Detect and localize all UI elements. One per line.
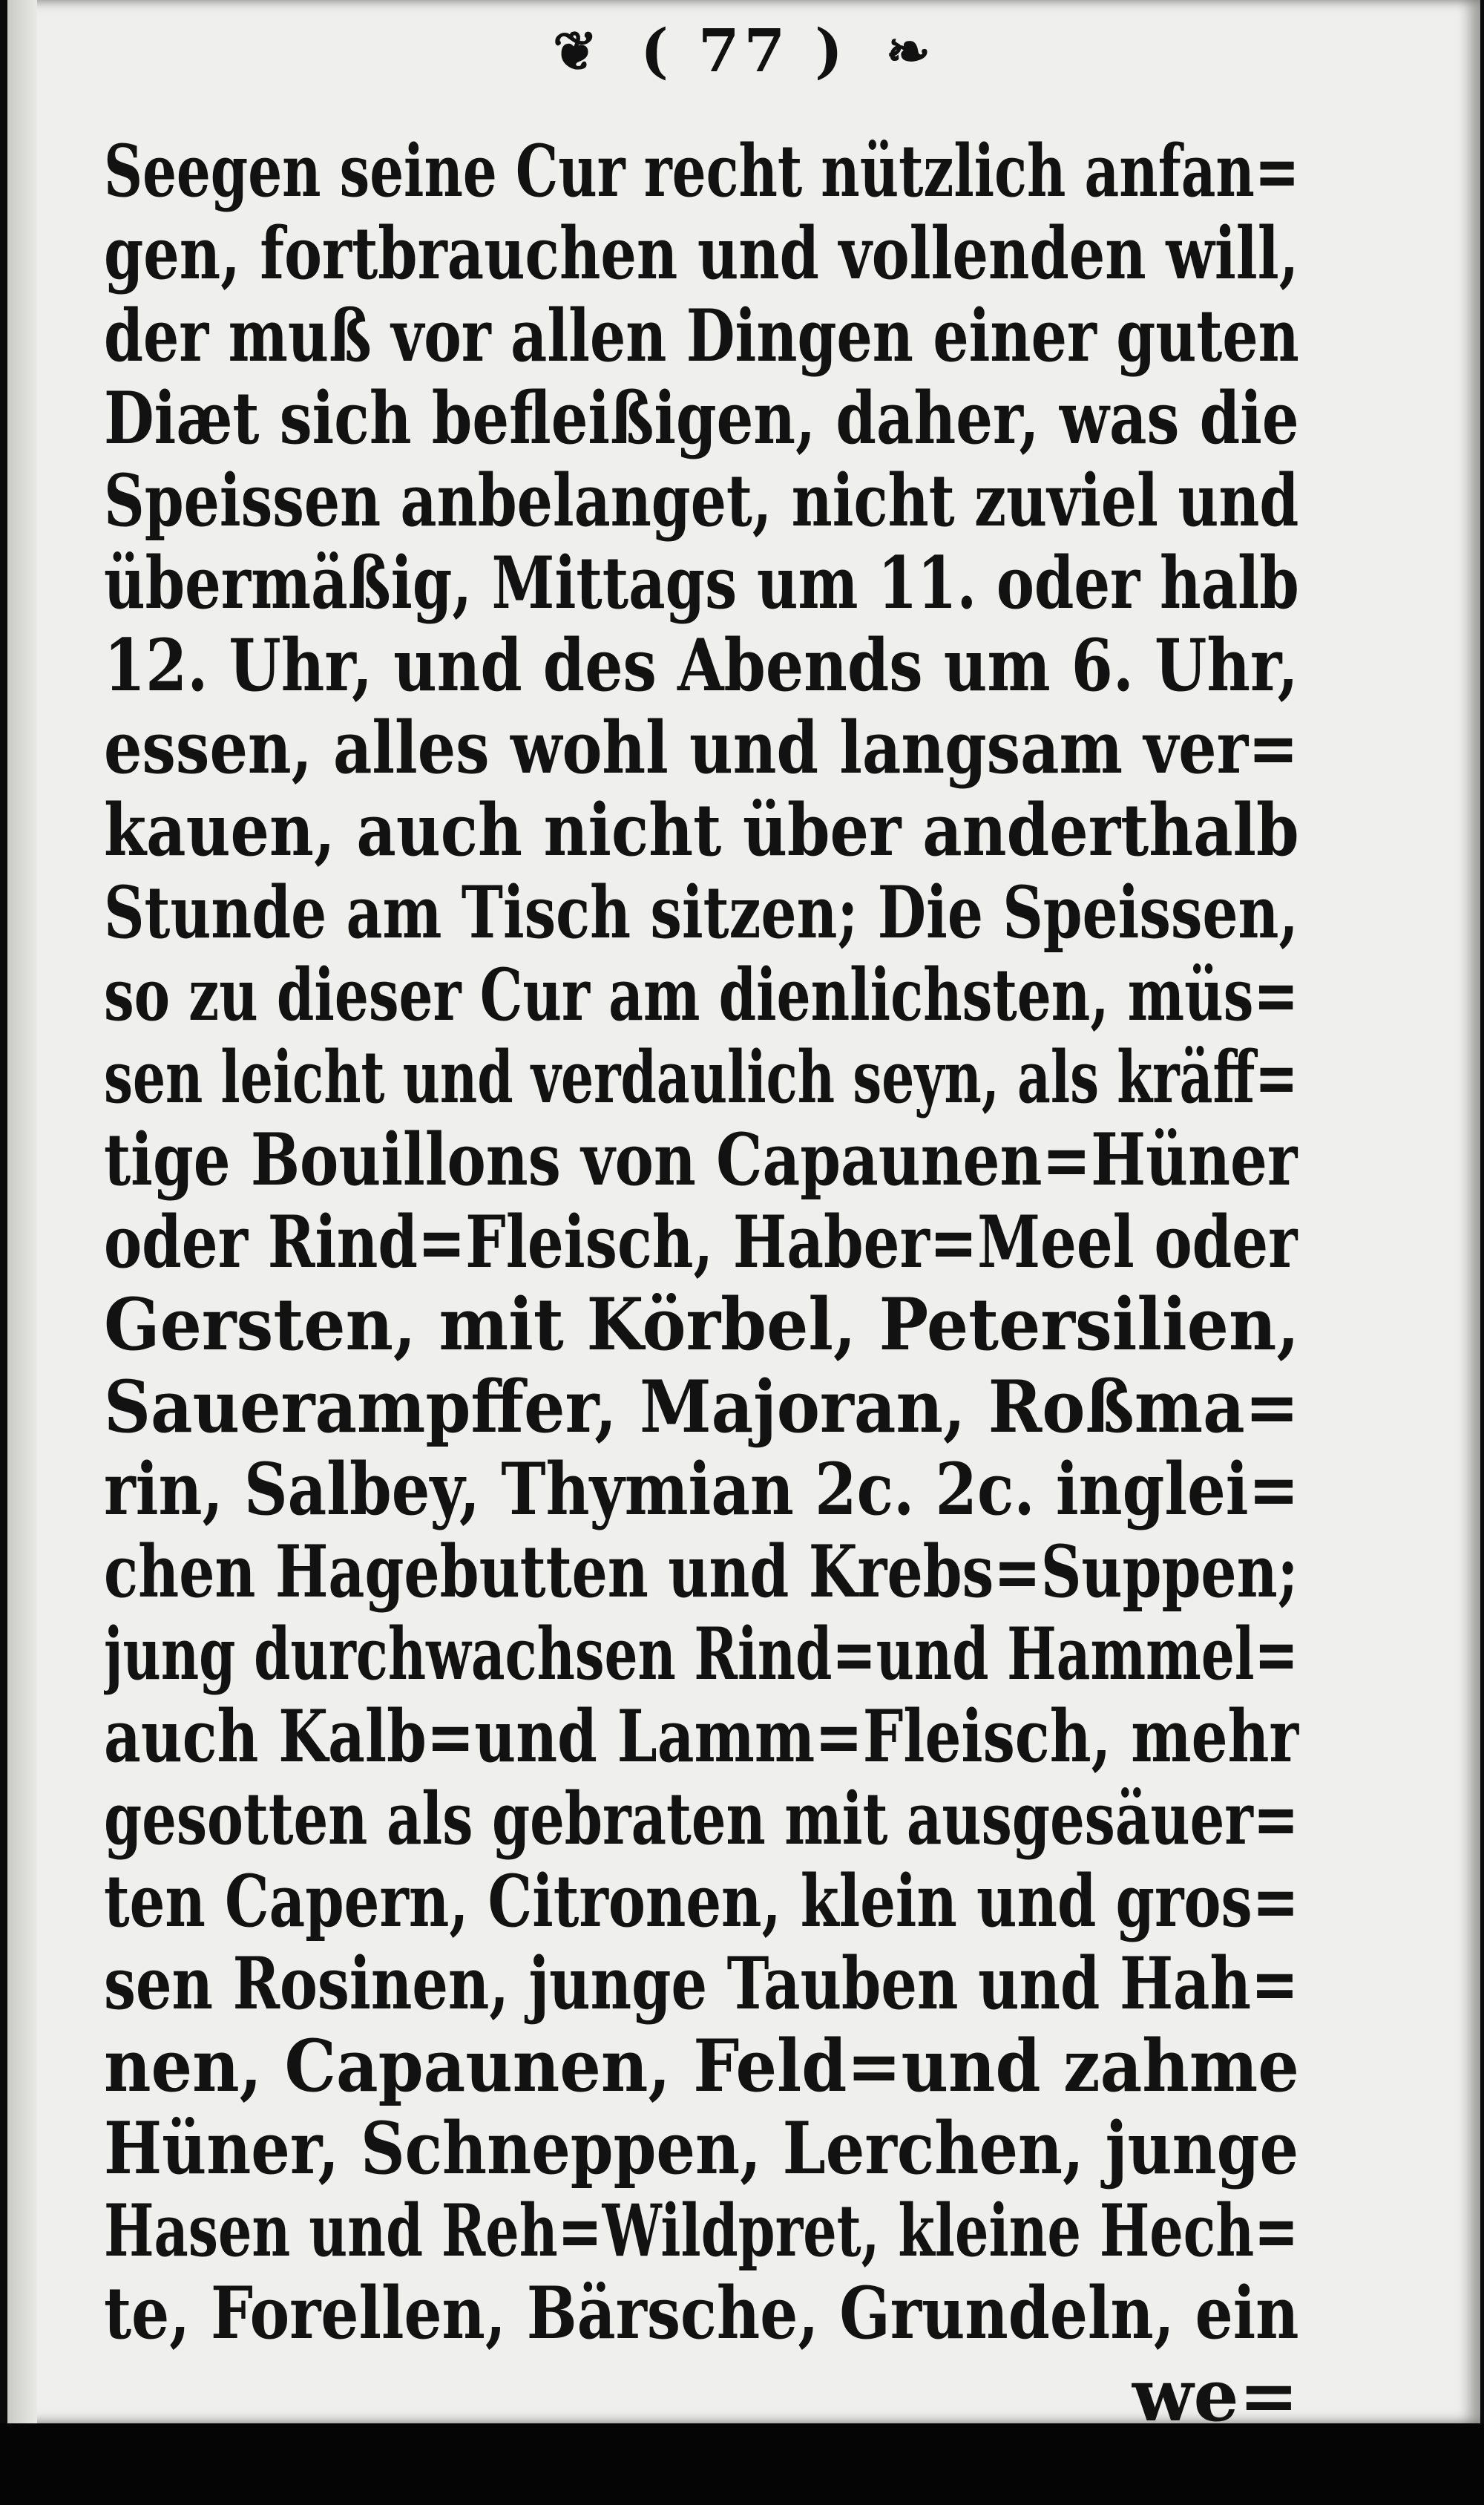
book-page xyxy=(7,0,1480,2423)
text-line: übermäßig, Mittags um 11. oder halb xyxy=(104,542,1299,624)
catchword: we= xyxy=(1132,2354,1298,2423)
right-ornament-icon: ❧ xyxy=(885,19,936,82)
text-line: Hüner, Schneppen, Lerchen, junge xyxy=(104,2107,1299,2190)
page-gutter xyxy=(7,0,37,2423)
text-line: sen leicht und verdaulich seyn, als kräff= xyxy=(104,1036,1298,1119)
text-line: auch Kalb=und Lamm=Fleisch, mehr xyxy=(104,1695,1299,1778)
text-line: rin, Salbey, Thymian 2c. 2c. inglei= xyxy=(104,1448,1299,1530)
text-line: tige Bouillons von Capaunen=Hüner xyxy=(104,1119,1298,1201)
text-line: 12. Uhr, und des Abends um 6. Uhr, xyxy=(104,624,1298,707)
text-line: Gersten, mit Körbel, Petersilien, xyxy=(104,1283,1299,1366)
scan-border xyxy=(0,2423,1484,2505)
text-line: essen, alles wohl und langsam ver= xyxy=(104,707,1298,789)
text-line: nen, Capaunen, Feld=und zahme xyxy=(104,2025,1299,2107)
text-line: Sauerampffer, Majoran, Roßma= xyxy=(104,1366,1299,1448)
text-line: so zu dieser Cur am dienlichsten, müs= xyxy=(104,954,1298,1036)
body-text xyxy=(104,130,1298,2423)
page-number: ( 77 ) xyxy=(640,16,847,86)
text-line: oder Rind=Fleisch, Haber=Meel oder xyxy=(104,1201,1298,1283)
text-line: jung durchwachsen Rind=und Hammel= xyxy=(104,1613,1298,1695)
text-line: chen Hagebutten und Krebs=Suppen; xyxy=(104,1530,1298,1613)
text-line: Hasen und Reh=Wildpret, kleine Hech= xyxy=(104,2190,1299,2272)
text-line: gesotten als gebraten mit ausgesäuer= xyxy=(104,1778,1298,1860)
text-line: sen Rosinen, junge Tauben und Hah= xyxy=(104,1942,1298,2025)
text-line: kauen, auch nicht über anderthalb xyxy=(104,789,1299,871)
text-line: te, Forellen, Bärsche, Grundeln, ein xyxy=(104,2272,1299,2354)
text-line: Speissen anbelanget, nicht zuviel und xyxy=(104,459,1299,542)
text-line: Seegen seine Cur recht nützlich anfan= xyxy=(104,130,1299,212)
text-line: Diæt sich befleißigen, daher, was die xyxy=(104,377,1299,459)
page-header xyxy=(7,10,1480,85)
text-line: gen, fortbrauchen und vollenden will, xyxy=(104,212,1299,295)
text-line: Stunde am Tisch sitzen; Die Speissen, xyxy=(104,871,1298,954)
left-ornament-icon: ❦ xyxy=(552,19,603,82)
text-line: ten Capern, Citronen, klein und gros= xyxy=(104,1860,1299,1942)
text-line: der muß vor allen Dingen einer guten xyxy=(104,295,1299,377)
